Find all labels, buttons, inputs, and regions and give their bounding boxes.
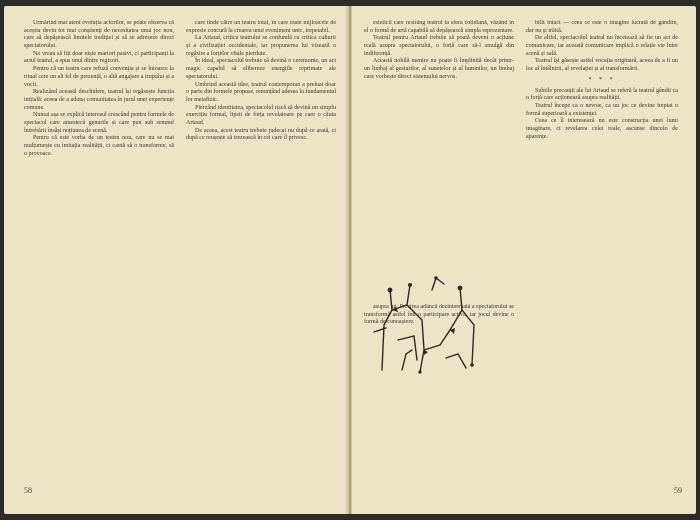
right-page	[352, 6, 696, 514]
paragraph: Pentru că un teatru care refuză convenția și se întoarce la ritual cere un alt fel de prezență, o altă angajare a trupului și a vocii.	[24, 66, 174, 88]
paragraph: Ceea ce îl interesează nu este construcția unei lumi imaginare, ci revelarea celei reale, ascunse dincolo de aparențe.	[526, 118, 678, 140]
left-page	[4, 6, 348, 514]
paragraph: Subtile precauții ale lui Artaud se referă la teatrul gândit ca o forță care acționează asupra realității.	[526, 87, 678, 102]
left-page-column-1	[24, 20, 174, 470]
section-divider: * * *	[588, 76, 616, 83]
paragraph: Numai așa se explică interesul crescând pentru formele de spectacol care amestecă genurile și care pun sub semnul întrebării însăși noțiunea de scenă.	[24, 112, 174, 134]
paragraph: asupra lui. Privirea adâncă dezinteresată a spectatorului se transformă astfel într-o participare activă, iar jocul devine o formă de cunoaștere.	[364, 304, 514, 326]
paragraph: Această nobilă menire nu poate fi împlinită decât printr-un limbaj al gesturilor, al sunetelor și al luminilor, un limbaj care vorbește direct sistemului nervos.	[364, 58, 514, 80]
paragraph: Umbrind această idee, teatrul contemporan a preluat doar o parte din formele propuse, renunțând adesea la fundamentul lor metafizic.	[186, 81, 336, 103]
paragraph: care tinde către un teatru total, în care toate mijloacele de expresie concură la crearea unui eveniment unic, irepetabil.	[186, 20, 336, 34]
left-page-column-2	[186, 20, 336, 470]
paragraph: Realizând această deschidere, teatrul își regăsește funcția inițială: aceea de a aduna comunitatea în jurul unei experiențe comune.	[24, 89, 174, 111]
paragraph: Teatrul își găsește astfel vocația originară, aceea de a fi un loc al întâlnirii, al revelației și al transformării.	[526, 58, 678, 73]
paragraph: bilit intact — ceea ce este o imagine lucrată de gândire, dar nu și trăită.	[526, 20, 678, 34]
paragraph: No vreau să fiți doar niște martori pasivi, ci participanți la actul teatral, a spus unul dintre regizori.	[24, 50, 174, 65]
paragraph: De altfel, spectacolul teatral nu încetează să fie un act de comunicare, iar această comunicare implică o relație vie între scenă și sală.	[526, 35, 678, 57]
right-page-column-2	[526, 20, 678, 470]
paragraph: În ideal, spectacolul trebuie să devină o ceremonie, un act magic capabil să elibereze energiile reprimate ale spectatorului.	[186, 58, 336, 80]
paragraph: Pierzând identitatea, spectacolul riscă să devină un simplu exercițiu formal, lipsit de forța revelatoare pe care o căuta Artaud.	[186, 104, 336, 126]
paragraph: Teatrul pentru Artaud trebuie să poată deveni o acțiune reală asupra spectatorului, o forță care să-l smulgă din indiferență.	[364, 35, 514, 57]
paragraph: esteticii care restrâng teatrul la sfera cotidiană, văzând în el o formă de artă capabilă să depășească simpla reprezentare.	[364, 20, 514, 34]
page-number: 58	[24, 486, 32, 495]
paragraph: Teatrul începe ca o nevoie, ca un joc ce devine treptat o formă superioară a existenței.	[526, 102, 678, 117]
paragraph: De aceea, acest teatru trebuie judecat nu după ce arată, ci după ce reușește să trezească în cei care îl privesc.	[186, 127, 336, 142]
right-page-column-1-bottom	[364, 304, 514, 474]
page-number: 59	[674, 486, 682, 495]
paragraph: Pentru că este vorba de un teatru nou, care nu se mai mulțumește cu imitația realității, ci caută să o transforme, să o provoace.	[24, 135, 174, 157]
paragraph: La Artaud, critica teatrului se confundă cu critica culturii și a civilizației occidentale, iar propunerea lui vizează o regăsire a forțelor vitale pierdute.	[186, 35, 336, 57]
paragraph: Urmărind mai atent evoluția actorilor, se poate observa că aceștia devin tot mai conștienți de necesitatea unui joc nou, care să depășească limitele tradiției și să se adreseze direct spectatorului.	[24, 20, 174, 50]
